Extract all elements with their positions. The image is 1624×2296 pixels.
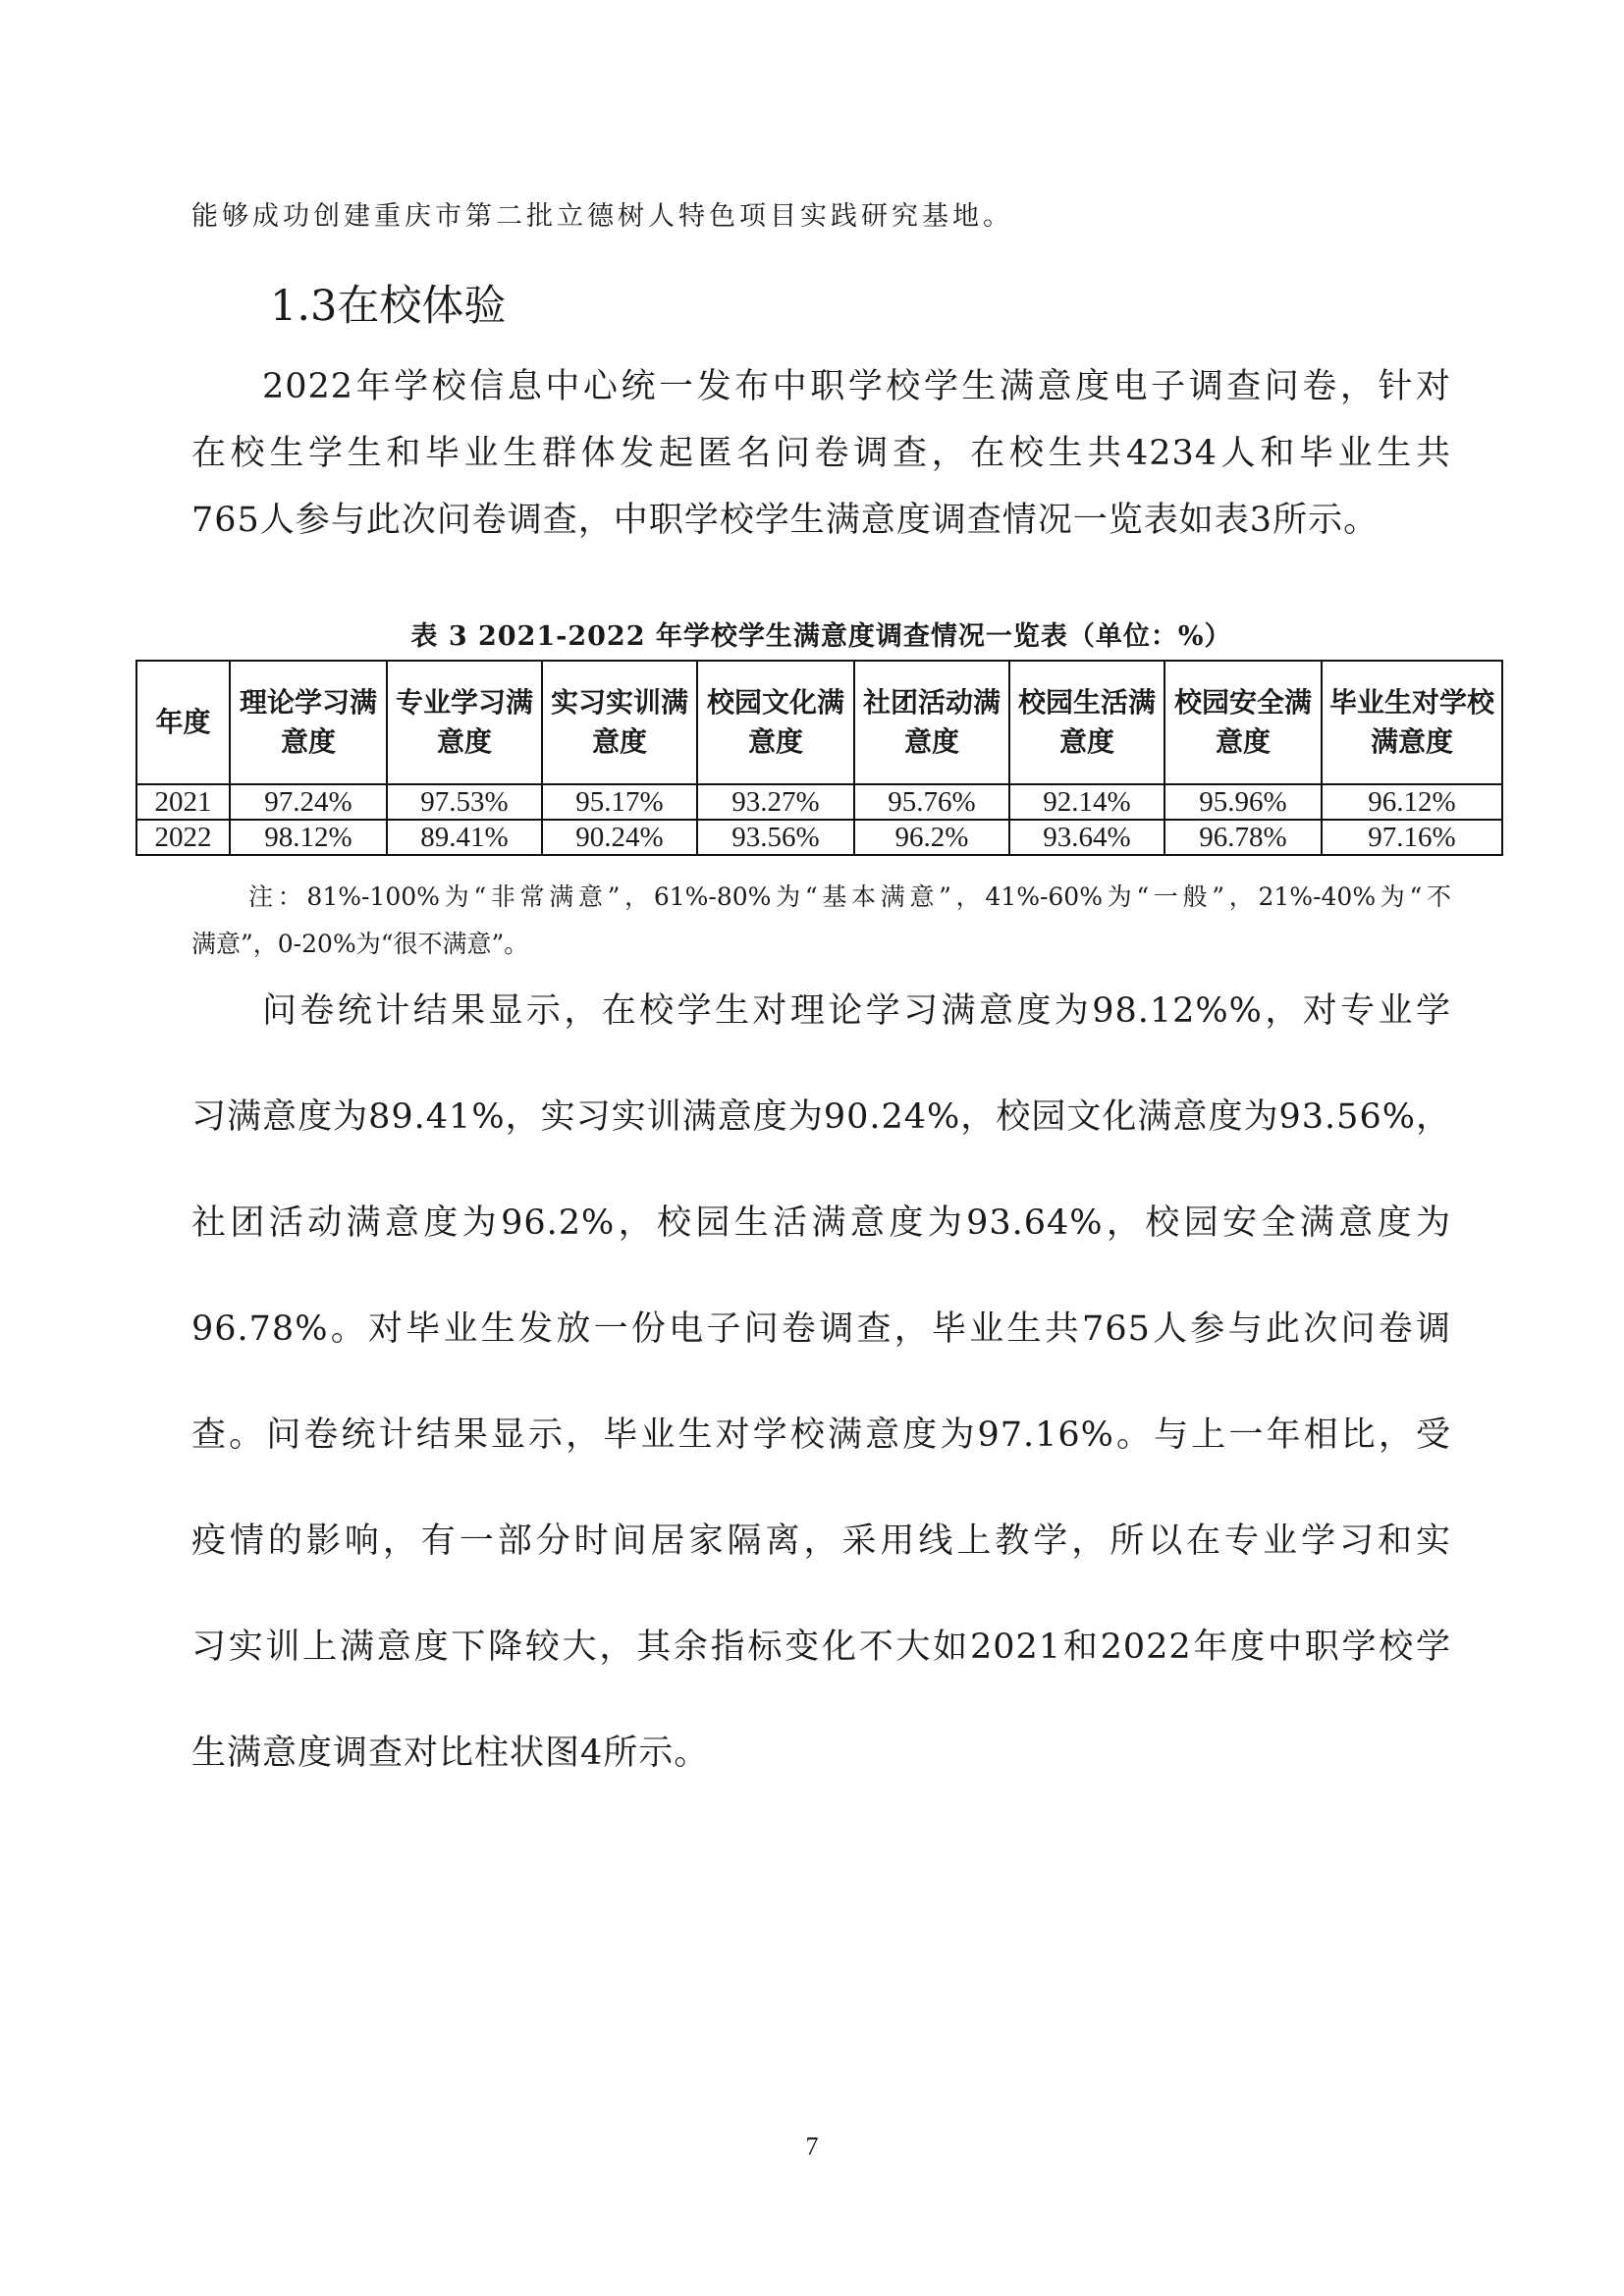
table-cell: 93.27% <box>697 784 854 820</box>
paragraph-line: 2022年学校信息中心统一发布中职学校学生满意度电子调查问卷，针对 <box>262 367 1451 406</box>
paragraph-line: 问卷统计结果显示，在校学生对理论学习满意度为98.12%%，对专业学 <box>262 991 1451 1031</box>
table-cell: 95.17% <box>542 784 697 820</box>
paragraph-line: 生满意度调查对比柱状图4所示。 <box>191 1734 710 1773</box>
table-row <box>136 784 1502 820</box>
header-year: 年度 <box>136 661 230 784</box>
satisfaction-table <box>135 660 1503 856</box>
paragraph-line: 查。问卷统计结果显示，毕业生对学校满意度为97.16%。与上一年相比，受 <box>191 1415 1451 1455</box>
table-note <box>191 874 1451 968</box>
table-cell: 97.24% <box>230 784 387 820</box>
table-cell: 89.41% <box>387 820 542 855</box>
header-club-activities: 社团活动满意度 <box>854 661 1009 784</box>
header-campus-safety: 校园安全满意度 <box>1164 661 1322 784</box>
table-header-row <box>136 661 1502 784</box>
paragraph-line: 96.78%。对毕业生发放一份电子问卷调查，毕业生共765人参与此次问卷调 <box>191 1309 1451 1349</box>
table-cell: 2021 <box>136 784 230 820</box>
paragraph-results <box>191 958 1451 1806</box>
table-cell: 96.78% <box>1164 820 1322 855</box>
page-number: 7 <box>805 2132 819 2161</box>
table-cell: 98.12% <box>230 820 387 855</box>
paragraph-line: 在校生学生和毕业生群体发起匿名问卷调查，在校生共4234人和毕业生共 <box>191 434 1451 473</box>
table-cell: 92.14% <box>1009 784 1164 820</box>
table-cell: 93.64% <box>1009 820 1164 855</box>
table-cell: 97.16% <box>1322 820 1502 855</box>
table-cell: 95.96% <box>1164 784 1322 820</box>
paragraph-line: 习满意度为89.41%，实习实训满意度为90.24%，校园文化满意度为93.56%， <box>191 1097 1451 1137</box>
paragraph-line: 习实训上满意度下降较大，其余指标变化不大如2021和2022年度中职学校学 <box>191 1628 1451 1667</box>
table-cell: 95.76% <box>854 784 1009 820</box>
table-cell: 93.56% <box>697 820 854 855</box>
table-caption: 表 3 2021-2022 年学校学生满意度调查情况一览表（单位：%） <box>410 621 1232 652</box>
note-line: 注：81%-100%为“非常满意”，61%-80%为“基本满意”，41%-60%为“一般”，21%-40%为“不 <box>248 882 1451 911</box>
header-campus-life: 校园生活满意度 <box>1009 661 1164 784</box>
section-heading: 1.3在校体验 <box>270 282 507 331</box>
table-row <box>136 820 1502 855</box>
intro-line: 能够成功创建重庆市第二批立德树人特色项目实践研究基地。 <box>191 201 1013 232</box>
header-campus-culture: 校园文化满意度 <box>697 661 854 784</box>
header-major: 专业学习满意度 <box>387 661 542 784</box>
table-cell: 2022 <box>136 820 230 855</box>
header-graduate: 毕业生对学校满意度 <box>1322 661 1502 784</box>
note-line: 满意”，0-20%为“很不满意”。 <box>191 930 529 958</box>
table-cell: 97.53% <box>387 784 542 820</box>
table-cell: 96.2% <box>854 820 1009 855</box>
table-cell: 90.24% <box>542 820 697 855</box>
header-internship: 实习实训满意度 <box>542 661 697 784</box>
paragraph-line: 社团活动满意度为96.2%，校园生活满意度为93.64%，校园安全满意度为 <box>191 1203 1451 1243</box>
table-cell: 96.12% <box>1322 784 1502 820</box>
paragraph-line: 疫情的影响，有一部分时间居家隔离，采用线上教学，所以在专业学习和实 <box>191 1522 1451 1561</box>
paragraph-survey-intro <box>191 353 1451 554</box>
paragraph-line: 765人参与此次问卷调查，中职学校学生满意度调查情况一览表如表3所示。 <box>191 501 1380 540</box>
header-theory: 理论学习满意度 <box>230 661 387 784</box>
